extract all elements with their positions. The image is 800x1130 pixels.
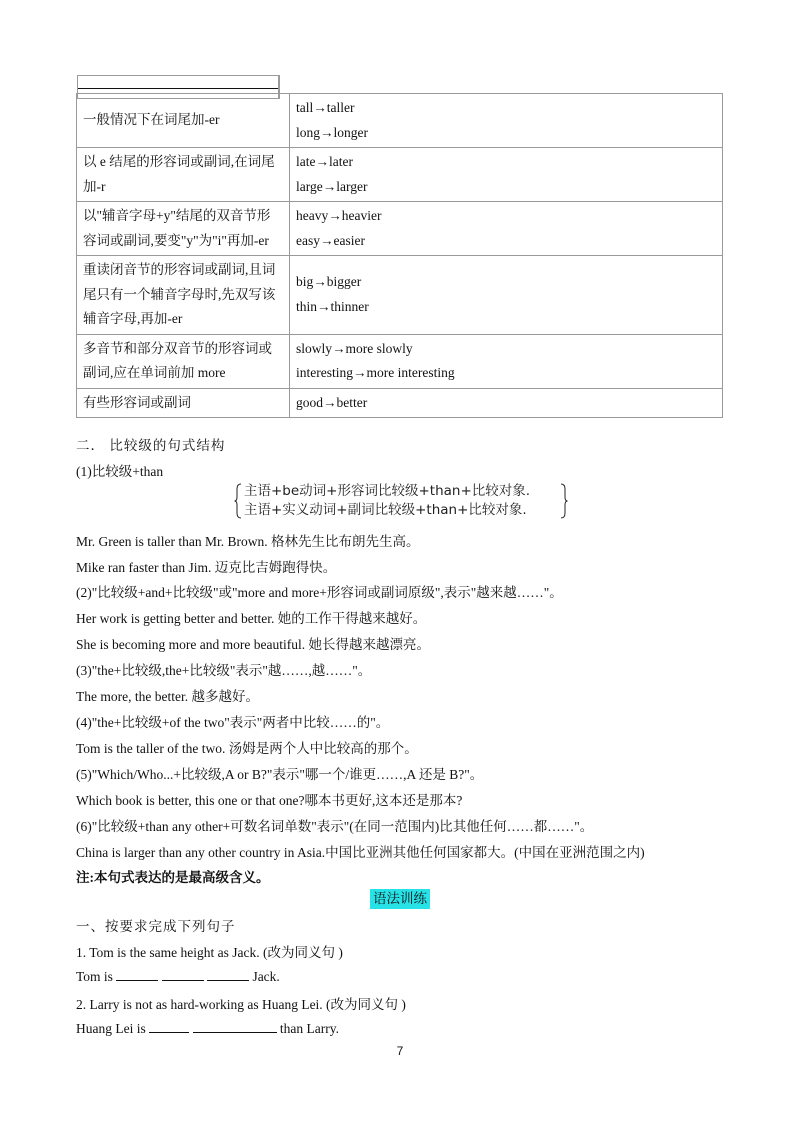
examples-cell — [290, 202, 723, 256]
answer-blank[interactable] — [193, 1019, 277, 1033]
table-row — [77, 388, 723, 418]
page-number: 7 — [396, 1044, 404, 1058]
examples-cell — [290, 94, 723, 148]
table-header-row — [77, 75, 280, 89]
answer-blank[interactable] — [207, 967, 249, 981]
formula-line: 主语+实义动词+副词比较级+than+比较对象. — [244, 502, 527, 518]
table-row — [77, 148, 723, 202]
practice-tag: 语法训练 — [370, 889, 430, 909]
answer-blank[interactable] — [162, 967, 204, 981]
left-brace-icon — [234, 483, 242, 519]
answer-blank[interactable] — [116, 967, 158, 981]
example-sentence: Mike ran faster than Jim. 迈克比吉姆跑得快。 — [76, 560, 337, 575]
answer-line-2: Huang Lei is than Larry. — [76, 1021, 339, 1036]
example: good→better — [296, 394, 368, 410]
note: 注:本句式表达的是最高级含义。 — [76, 870, 270, 885]
question-1: 1. Tom is the same height as Jack. (改为同义句 ) — [76, 945, 343, 960]
exercise-heading: 一、按要求完成下列句子 — [76, 919, 236, 934]
examples-cell — [290, 388, 723, 418]
rule-cell: 以 e 结尾的形容词或副词,在词尾加-r — [77, 148, 290, 202]
example: heavy→heavier — [296, 208, 382, 223]
example-sentence: The more, the better. 越多越好。 — [76, 689, 259, 704]
example: large→larger — [296, 178, 368, 194]
rule-cell: 一般情况下在词尾加-er — [77, 94, 290, 148]
example: late→later — [296, 154, 353, 169]
examples-cell — [290, 256, 723, 335]
answer-line-1: Tom is Jack. — [76, 969, 280, 984]
pattern-1-heading: (1)比较级+than — [76, 464, 164, 479]
table-row — [77, 256, 723, 335]
example: interesting→more interesting — [296, 365, 455, 380]
formula-block — [234, 482, 568, 522]
example-sentence: China is larger than any other country in Asia.中国比亚洲其他任何国家都大。(中国在亚洲范围之内) — [76, 845, 645, 860]
rule-cell: 以"辅音字母+y"结尾的双音节形容词或副词,要变"y"为"i"再加-er — [77, 202, 290, 256]
example-sentence: Mr. Green is taller than Mr. Brown. 格林先生比布朗先生高。 — [76, 534, 420, 549]
example: thin→thinner — [296, 298, 369, 314]
table-row — [77, 94, 723, 148]
question-2: 2. Larry is not as hard-working as Huang Lei. (改为同义句 ) — [76, 997, 406, 1012]
example-sentence: Tom is the taller of the two. 汤姆是两个人中比较高的那个。 — [76, 741, 418, 756]
example-sentence: Her work is getting better and better. 她的工作干得越来越好。 — [76, 611, 427, 626]
rule-cell: 多音节和部分双音节的形容词或副词,应在单词前加 more — [77, 334, 290, 388]
pattern-heading: (3)"the+比较级,the+比较级"表示"越……,越……"。 — [76, 663, 372, 678]
pattern-heading: (5)"Which/Who...+比较级,A or B?"表示"哪一个/谁更……,A 还是 B?"。 — [76, 767, 484, 782]
formula-line: 主语+be动词+形容词比较级+than+比较对象. — [244, 483, 531, 499]
comparative-rules-table — [76, 75, 723, 418]
example: slowly→more slowly — [296, 340, 413, 356]
answer-blank[interactable] — [149, 1019, 189, 1033]
pattern-heading: (6)"比较级+than any other+可数名词单数"表示"(在同一范围内)比其他任何……都……"。 — [76, 819, 594, 834]
pattern-heading: (2)"比较级+and+比较级"或"more and more+形容词或副词原级",表示"越来越……"。 — [76, 585, 563, 600]
example: easy→easier — [296, 232, 365, 248]
rule-cell: 重读闭音节的形容词或副词,且词尾只有一个辅音字母时,先双写该辅音字母,再加-er — [77, 256, 290, 335]
example: long→longer — [296, 124, 368, 140]
example: tall→taller — [296, 100, 355, 115]
example-sentence: She is becoming more and more beautiful. 她长得越来越漂亮。 — [76, 637, 430, 652]
section-heading: 二． 比较级的句式结构 — [76, 438, 226, 453]
examples-cell — [290, 334, 723, 388]
example: big→bigger — [296, 274, 362, 290]
table-row — [77, 202, 723, 256]
examples-cell — [290, 148, 723, 202]
rule-cell: 有些形容词或副词 — [77, 388, 290, 418]
example-sentence: Which book is better, this one or that one?哪本书更好,这本还是那本? — [76, 793, 463, 808]
table-row — [77, 334, 723, 388]
right-brace-icon — [560, 483, 568, 519]
pattern-heading: (4)"the+比较级+of the two"表示"两者中比较……的"。 — [76, 715, 390, 730]
